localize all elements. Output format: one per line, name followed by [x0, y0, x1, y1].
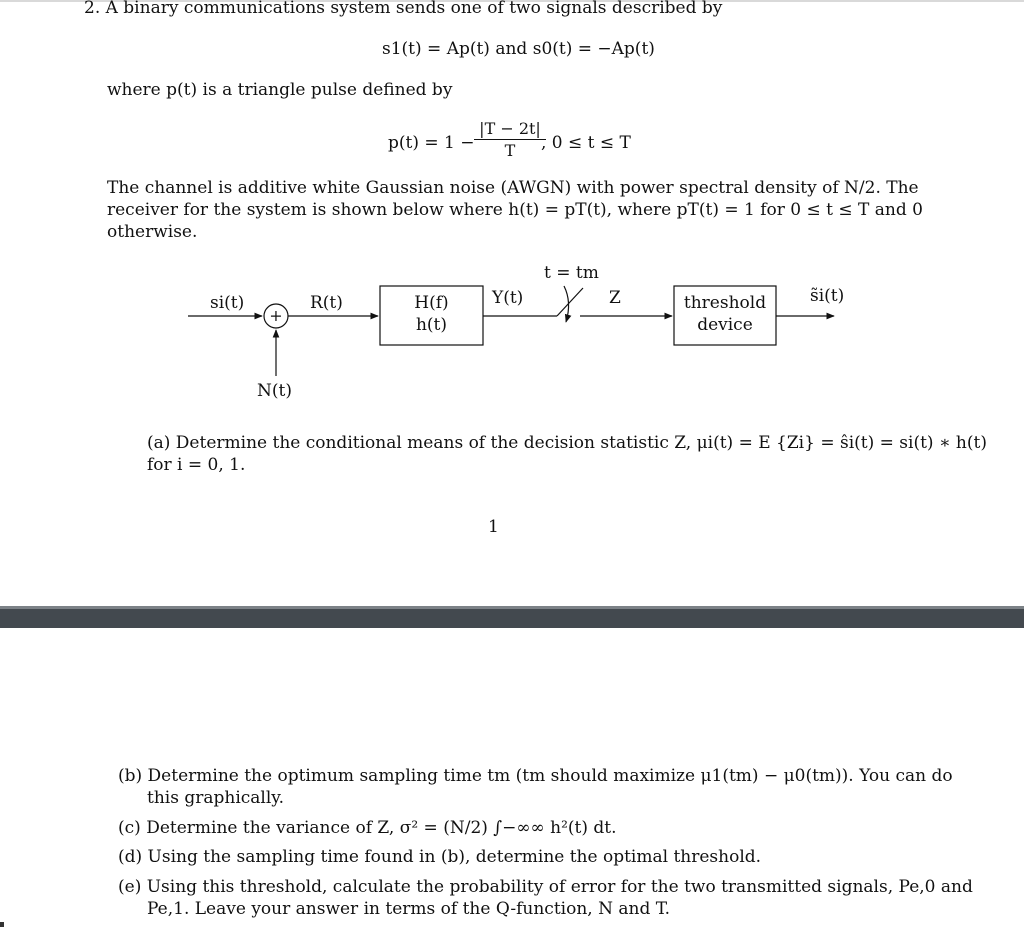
- input-label: si(t): [210, 293, 245, 313]
- part-b-line-1: (b) Determine the optimum sampling time tm (tm should maximize μ1(tm) − μ0(tm)). You can do: [118, 766, 953, 786]
- pulse-denominator: T: [504, 141, 516, 160]
- problem-intro: 2. A binary communications system sends one of two signals described by: [84, 0, 723, 18]
- part-d: (d) Using the sampling time found in (b), determine the optimal threshold.: [118, 847, 762, 867]
- page-divider: [0, 606, 1024, 628]
- output-label: s̃i(t): [810, 286, 845, 306]
- filter-line-2: h(t): [415, 315, 448, 335]
- channel-line-1: The channel is additive white Gaussian noise (AWGN) with power spectral density of N/2. The: [107, 178, 919, 198]
- r-label: R(t): [310, 293, 343, 313]
- channel-line-3: otherwise.: [107, 222, 198, 242]
- filter-line-1: H(f): [414, 293, 449, 313]
- sampler-switch: [557, 288, 583, 316]
- sample-time-label: t = tm: [544, 263, 599, 283]
- part-e-line-1: (e) Using this threshold, calculate the probability of error for the two transmitted signals, Pe,0 and: [118, 877, 973, 897]
- threshold-line-2: device: [697, 315, 753, 335]
- sum-symbol: +: [269, 306, 283, 325]
- pulse-lhs: p(t) = 1 −: [388, 133, 475, 153]
- corner-edge: [0, 922, 4, 927]
- channel-line-2: receiver for the system is shown below where h(t) = pT(t), where pT(t) = 1 for 0 ≤ t ≤ T and 0: [107, 200, 923, 220]
- pulse-numerator: |T − 2t|: [474, 119, 546, 140]
- y-label: Y(t): [492, 288, 524, 308]
- noise-label: N(t): [257, 381, 292, 401]
- part-e-line-2: Pe,1. Leave your answer in terms of the Q-function, N and T.: [147, 899, 670, 919]
- where-text: where p(t) is a triangle pulse defined by: [107, 80, 453, 100]
- part-a-line-1: (a) Determine the conditional means of the decision statistic Z, μi(t) = E {Zi} = ŝi(t) = si(t) ∗ h(t): [147, 433, 987, 453]
- part-b-line-2: this graphically.: [147, 788, 285, 808]
- part-a-line-2: for i = 0, 1.: [147, 455, 246, 475]
- threshold-line-1: threshold: [683, 293, 767, 313]
- part-c: (c) Determine the variance of Z, σ² = (N/2) ∫−∞∞ h²(t) dt.: [118, 818, 617, 838]
- pulse-range: , 0 ≤ t ≤ T: [541, 133, 631, 153]
- z-label: Z: [609, 288, 621, 308]
- page-number: 1: [488, 517, 499, 537]
- signals-equation: s1(t) = Ap(t) and s0(t) = −Ap(t): [382, 39, 655, 59]
